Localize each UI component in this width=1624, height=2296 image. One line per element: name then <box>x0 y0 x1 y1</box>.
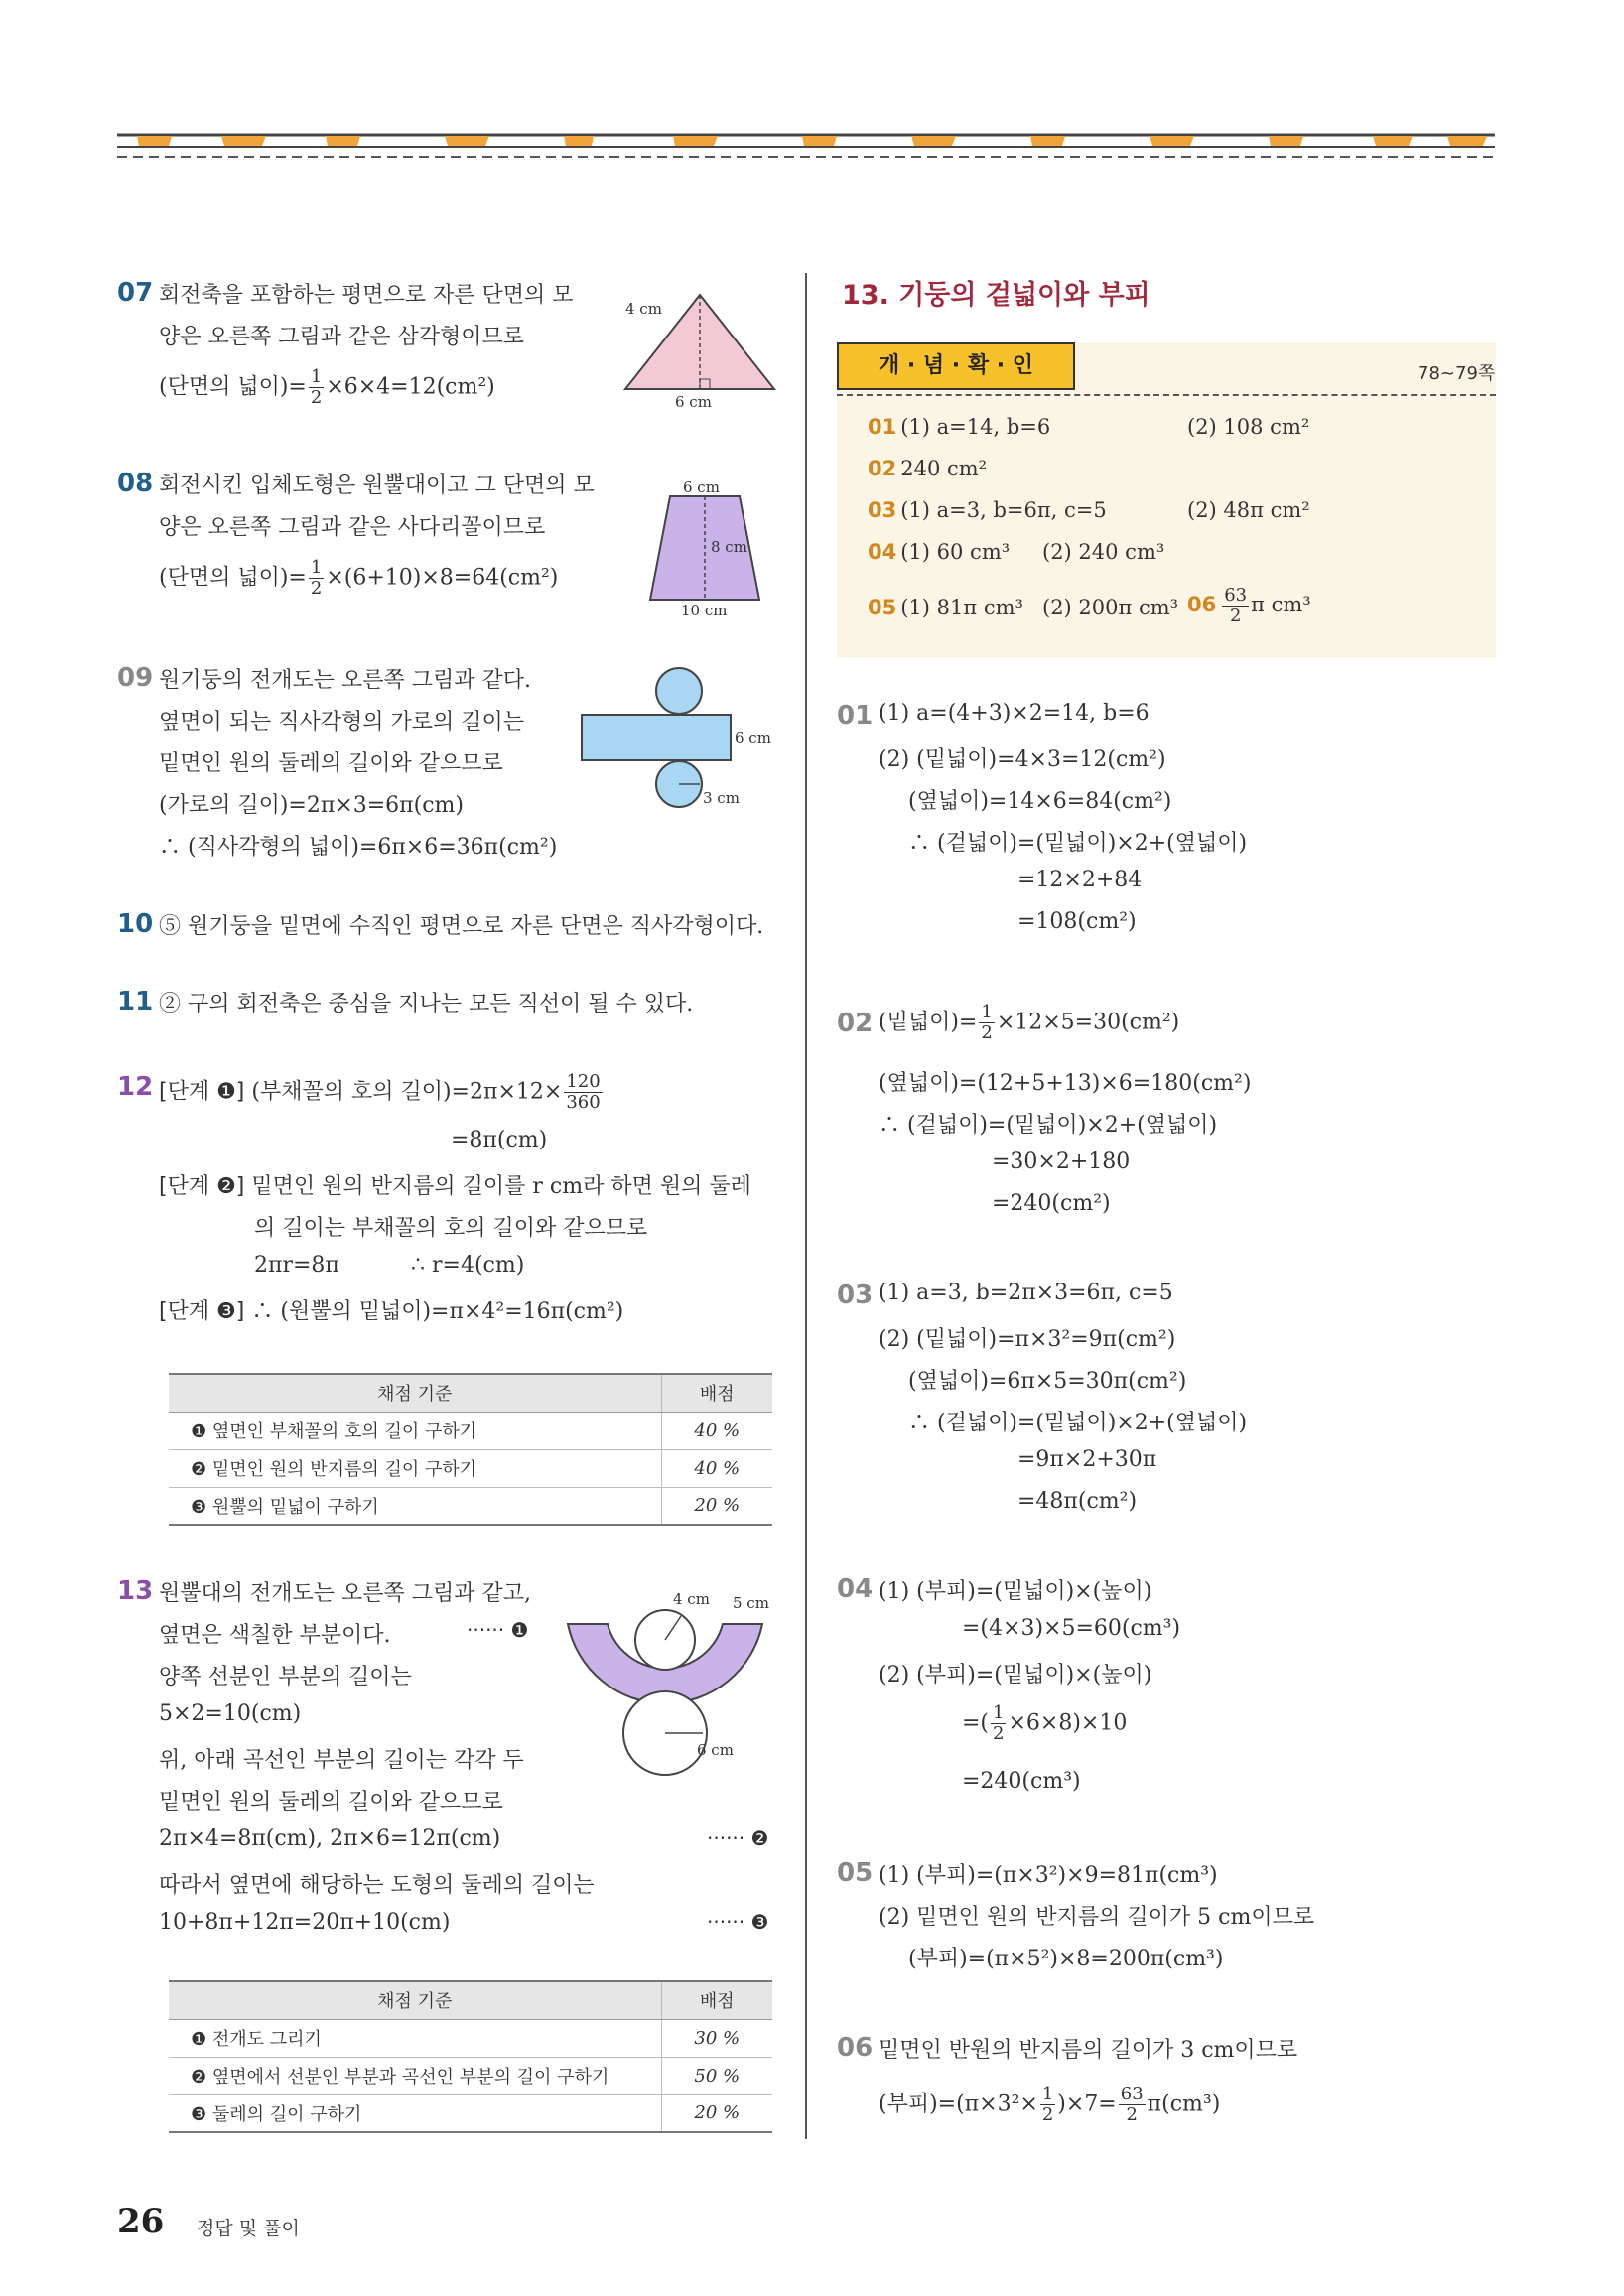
height-label: 8 cm <box>711 538 747 556</box>
line-1: (1) (부피)=(밑넓이)×(높이) <box>879 1579 1152 1604</box>
line-1: ⑤ 원기둥을 밑면에 수직인 평면으로 자른 단면은 직사각형이다. <box>159 914 764 939</box>
section-title: 13. 기둥의 겉넓이와 부피 <box>842 280 1150 311</box>
line-1: ② 구의 회전축은 중심을 지나는 모든 직선이 될 수 있다. <box>159 992 694 1016</box>
scoring-table-12 <box>169 1373 772 1526</box>
table-row: ❸ 둘레의 길이 구하기 20 % <box>169 2094 772 2132</box>
bottom-radius-label: 6 cm <box>697 1741 734 1759</box>
line-2: 양은 오른쪽 그림과 같은 사다리꼴이므로 <box>159 515 546 540</box>
step-1-result: =8π(cm) <box>451 1128 548 1152</box>
answer-number: 01 <box>837 701 874 731</box>
line-7: 2π×4=8π(cm), 2π×6=12π(cm) <box>159 1826 501 1851</box>
footer-label: 정답 및 풀이 <box>197 2218 300 2239</box>
line-5: ∴ (직사각형의 넓이)=6π×6=36π(cm²) <box>159 835 558 860</box>
table-row: ❷ 옆면에서 선분인 부분과 곡선인 부분의 길이 구하기 50 % <box>169 2057 772 2094</box>
concept-row-05: 05 (1) 81π cm³ <box>868 596 1023 619</box>
line-2: 옆면은 색칠한 부분이다. <box>159 1623 391 1648</box>
line-4: ∴ (겉넓이)=(밑넓이)×2+(옆넓이) <box>908 831 1248 856</box>
points-header: 배점 <box>661 1981 772 2019</box>
line-4: 5×2=10(cm) <box>159 1701 302 1726</box>
line-1: 회전축을 포함하는 평면으로 자른 단면의 모 <box>159 283 574 308</box>
radius-label: 3 cm <box>703 789 740 807</box>
line-6: =48π(cm²) <box>1017 1489 1138 1514</box>
problem-10 <box>117 909 792 945</box>
answer-04 <box>837 1574 1492 1813</box>
line-3: (옆넓이)=6π×5=30π(cm²) <box>908 1369 1187 1394</box>
line-6: =108(cm²) <box>1017 909 1137 934</box>
concept-row-04b: (2) 240 cm³ <box>1042 540 1165 564</box>
concept-row-02: 02 240 cm² <box>868 457 988 480</box>
step-2-line-3b: ∴ r=4(cm) <box>411 1253 525 1278</box>
answer-03 <box>837 1281 1492 1539</box>
line-9: 10+8π+12π=20π+10(cm) <box>159 1910 451 1935</box>
line-2: (2) 밑면인 원의 반지름의 길이가 5 cm이므로 <box>879 1905 1315 1930</box>
criteria-header: 채점 기준 <box>169 1374 661 1412</box>
answer-02 <box>837 1002 1492 1237</box>
problem-number: 09 <box>117 663 154 693</box>
step-1: [단계 ❶] (부채꼴의 호의 길이)=2π×12× $\frac{120}{360}$ <box>159 1071 601 1113</box>
answer-number: 02 <box>837 1009 874 1038</box>
line-1: (1) a=(4+3)×2=14, b=6 <box>879 701 1150 726</box>
step-2-line-3a: 2πr=8π <box>254 1253 339 1278</box>
concept-row-04: 04 (1) 60 cm³ <box>868 540 1011 564</box>
line-2: (2) (밑넓이)=π×3²=9π(cm²) <box>879 1327 1176 1352</box>
problem-number: 12 <box>117 1072 154 1102</box>
concept-row-06: 06 $\frac{63}{2}$ π cm³ <box>1187 585 1311 626</box>
line-3: (부피)=(π×5²)×8=200π(cm³) <box>908 1947 1224 1971</box>
line-5: 위, 아래 곡선인 부분의 길이는 각각 두 <box>159 1748 524 1773</box>
line-3: ∴ (겉넓이)=(밑넓이)×2+(옆넓이) <box>879 1113 1218 1138</box>
criteria-header: 채점 기준 <box>169 1981 661 2019</box>
marker-3: ······ ❸ <box>707 1910 769 1934</box>
problem-number: 13 <box>117 1576 154 1606</box>
problem-11 <box>117 987 792 1022</box>
line-3: 양쪽 선분인 부분의 길이는 <box>159 1665 412 1689</box>
step-2-line-2: 의 길이는 부채꼴의 호의 길이와 같으므로 <box>254 1216 648 1241</box>
line-4: =( $\frac{1}{2}$ ×6×8)×10 <box>962 1702 1128 1744</box>
height-label: 4 cm <box>625 300 662 318</box>
table-row: ❶ 옆면인 부채꼴의 호의 길이 구하기 40 % <box>169 1412 772 1449</box>
line-4: ∴ (겉넓이)=(밑넓이)×2+(옆넓이) <box>908 1411 1248 1435</box>
line-2: (2) (밑넓이)=4×3=12(cm²) <box>879 747 1166 772</box>
line-1: 원뿔대의 전개도는 오른쪽 그림과 같고, <box>159 1581 531 1606</box>
answer-06 <box>837 2033 1492 2142</box>
line-1: (밑넓이)= $\frac{1}{2}$ ×12×5=30(cm²) <box>879 1002 1180 1043</box>
line-5: =12×2+84 <box>1017 868 1143 892</box>
table-row: ❶ 전개도 그리기 30 % <box>169 2019 772 2057</box>
concept-row-03: 03 (1) a=3, b=6π, c=5 <box>868 498 1107 522</box>
line-2: 옆면이 되는 직사각형의 가로의 길이는 <box>159 710 525 735</box>
bottom-label: 10 cm <box>681 602 728 617</box>
line-1: (1) a=3, b=2π×3=6π, c=5 <box>879 1281 1173 1305</box>
area-formula: (단면의 넓이)= $\frac{1}{2}$ ×6×4=12(cm²) <box>159 366 495 408</box>
answer-number: 03 <box>837 1281 874 1310</box>
problem-number: 07 <box>117 278 154 308</box>
line-5: =240(cm³) <box>962 1769 1081 1794</box>
concept-page-range: 78~79쪽 <box>1418 363 1496 384</box>
answer-01 <box>837 701 1492 959</box>
top-label: 6 cm <box>683 478 720 496</box>
concept-row-01: 01 (1) a=14, b=6 <box>868 415 1051 439</box>
cylinder-net-figure <box>576 665 774 814</box>
concept-row-05b: (2) 200π cm³ <box>1042 596 1179 619</box>
area-formula: (단면의 넓이)= $\frac{1}{2}$ ×(6+10)×8=64(cm²) <box>159 557 559 599</box>
height-label: 6 cm <box>735 729 771 746</box>
trapezoid-figure <box>635 478 774 617</box>
marker-2: ······ ❷ <box>707 1826 769 1850</box>
table-row: ❸ 원뿔의 밑넓이 구하기 20 % <box>169 1487 772 1525</box>
concept-divider <box>837 394 1496 396</box>
column-divider <box>805 273 807 2139</box>
step-3: [단계 ❸] ∴ (원뿔의 밑넓이)=π×4²=16π(cm²) <box>159 1299 624 1324</box>
line-4: =30×2+180 <box>992 1149 1131 1174</box>
problem-number: 08 <box>117 469 154 498</box>
line-2: =(4×3)×5=60(cm³) <box>962 1616 1181 1641</box>
marker-1: ······ ❶ <box>467 1618 529 1642</box>
line-3: (옆넓이)=14×6=84(cm²) <box>908 789 1172 814</box>
answer-05 <box>837 1858 1492 1987</box>
line-3: (2) (부피)=(밑넓이)×(높이) <box>879 1663 1152 1688</box>
concept-check-badge: 개 · 념 · 확 · 인 <box>837 342 1075 390</box>
line-3: 밑면인 원의 둘레의 길이와 같으므로 <box>159 751 503 776</box>
line-6: 밑면인 원의 둘레의 길이와 같으므로 <box>159 1790 503 1815</box>
slant-label: 5 cm <box>733 1594 769 1612</box>
problem-12 <box>117 1072 792 1330</box>
base-label: 6 cm <box>675 393 712 409</box>
top-radius-label: 4 cm <box>673 1590 710 1608</box>
line-4: (가로의 길이)=2π×3=6π(cm) <box>159 793 464 818</box>
top-decorative-band <box>117 131 1495 159</box>
line-1: 회전시킨 입체도형은 원뿔대이고 그 단면의 모 <box>159 473 595 498</box>
line-2: (부피)=(π×3²× $\frac{1}{2}$ )×7= $\frac{63}{2}$ π(cm³) <box>879 2084 1221 2125</box>
answer-number: 04 <box>837 1574 874 1604</box>
step-2: [단계 ❷] 밑면인 원의 반지름의 길이를 r cm라 하면 원의 둘레 <box>159 1174 751 1199</box>
concept-row-03b: (2) 48π cm² <box>1187 498 1310 522</box>
line-5: =240(cm²) <box>992 1191 1111 1216</box>
line-1: 원기둥의 전개도는 오른쪽 그림과 같다. <box>159 668 531 693</box>
points-header: 배점 <box>661 1374 772 1412</box>
triangle-figure <box>615 290 784 409</box>
line-2: 양은 오른쪽 그림과 같은 삼각형이므로 <box>159 325 525 349</box>
line-8: 따라서 옆면에 해당하는 도형의 둘레의 길이는 <box>159 1873 595 1898</box>
answer-number: 05 <box>837 1858 874 1888</box>
concept-row-01b: (2) 108 cm² <box>1187 415 1310 439</box>
line-5: =9π×2+30π <box>1017 1447 1157 1472</box>
table-row: ❷ 밑면인 원의 반지름의 길이 구하기 40 % <box>169 1449 772 1487</box>
frustum-net-figure <box>564 1584 782 1783</box>
page-number: 26 <box>117 2202 165 2241</box>
line-1: 밑면인 반원의 반지름의 길이가 3 cm이므로 <box>879 2038 1298 2063</box>
line-1: (1) (부피)=(π×3²)×9=81π(cm³) <box>879 1863 1218 1888</box>
scoring-table-13 <box>169 1980 772 2133</box>
line-2: (옆넓이)=(12+5+13)×6=180(cm²) <box>879 1071 1252 1096</box>
answer-number: 06 <box>837 2033 874 2063</box>
problem-number: 11 <box>117 987 154 1016</box>
problem-number: 10 <box>117 909 154 939</box>
